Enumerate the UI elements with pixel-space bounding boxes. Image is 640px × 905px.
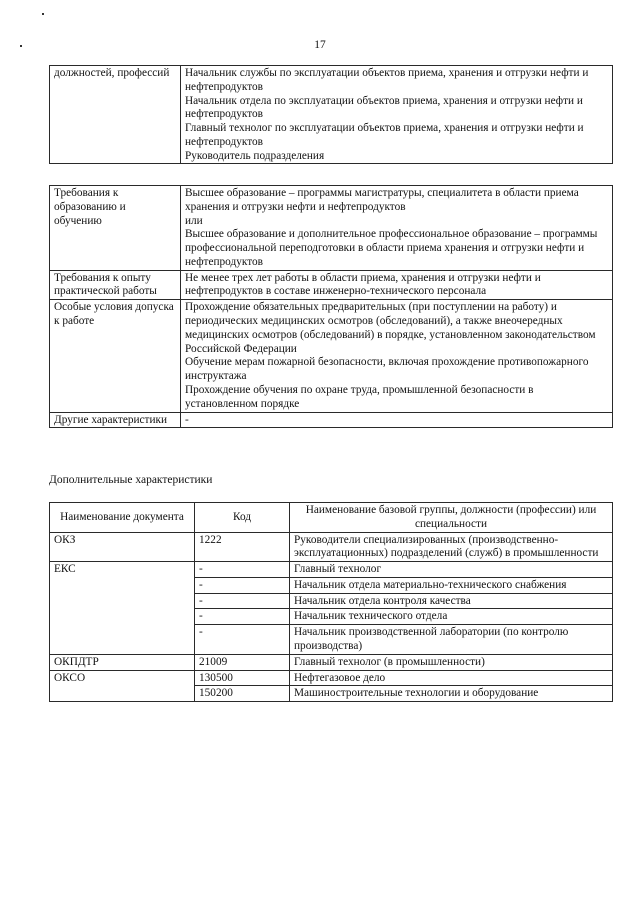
code-cell: - [195, 577, 290, 593]
row-content: - [181, 412, 613, 428]
additional-characteristics-table [49, 502, 613, 702]
column-header-code: Код [195, 503, 290, 533]
name-cell: Машиностроительные технологии и оборудование [290, 686, 613, 702]
code-cell: 130500 [195, 670, 290, 686]
table-row [50, 532, 613, 562]
section-title: Дополнительные характеристики [49, 474, 213, 486]
requirements-table [49, 185, 613, 428]
code-cell: - [195, 562, 290, 578]
row-label: Особые условия допуска к работе [50, 300, 181, 412]
name-cell: Нефтегазовое дело [290, 670, 613, 686]
name-cell: Главный технолог [290, 562, 613, 578]
table-header-row [50, 503, 613, 533]
row-label: должностей, профессий [50, 66, 181, 164]
list-item: Прохождение обязательных предварительных (при поступлении на работу) и периодических медицинских осмотров (обследований), а также внеочередных медицинских осмотров (обследований) в порядке, установленном законодательством Российской Федерации [185, 301, 596, 355]
table-row [50, 186, 613, 271]
row-label: Требования к опыту практической работы [50, 270, 181, 300]
table-row [50, 412, 613, 428]
table-row [50, 670, 613, 686]
code-cell: - [195, 625, 290, 655]
row-label: Требования к образованию и обучению [50, 186, 181, 271]
name-cell: Руководители специализированных (производственно-эксплуатационных) подразделений (служб) в промышленности [290, 532, 613, 562]
row-content [181, 66, 613, 164]
code-cell: 21009 [195, 654, 290, 670]
table-row [50, 654, 613, 670]
column-header-name: Наименование базовой группы, должности (профессии) или специальности [290, 503, 613, 533]
row-content [181, 186, 613, 271]
row-content [181, 300, 613, 412]
list-item: Высшее образование – программы магистратуры, специалитета в области приема хранения и отгрузки нефти и нефтепродуктов [185, 187, 579, 213]
list-item: Не менее трех лет работы в области приема, хранения и отгрузки нефти и нефтепродуктов в составе инженерно-технического персонала [185, 271, 541, 298]
positions-table [49, 65, 613, 164]
list-item: Главный технолог по эксплуатации объектов приема, хранения и отгрузки нефти и нефтепродуктов [185, 122, 584, 148]
list-item: или [185, 214, 203, 227]
scan-speck [42, 13, 44, 15]
page-number: 17 [314, 39, 326, 51]
doc-cell: ЕКС [50, 562, 195, 655]
doc-cell: ОКЗ [50, 532, 195, 562]
doc-cell: ОКПДТР [50, 654, 195, 670]
list-item: Прохождение обучения по охране труда, промышленной безопасности в установленном порядке [185, 383, 534, 410]
table-row [50, 300, 613, 412]
list-item: Обучение мерам пожарной безопасности, включая прохождение противопожарного инструктажа [185, 356, 589, 383]
name-cell: Начальник производственной лаборатории (по контролю производства) [290, 625, 613, 655]
name-cell: Начальник отдела материально-технического снабжения [290, 577, 613, 593]
list-item: Высшее образование и дополнительное профессиональное образование – программы профессиональной переподготовки в области приема хранения и отгрузки нефти и нефтепродуктов [185, 228, 598, 268]
row-content [181, 270, 613, 300]
name-cell: Главный технолог (в промышленности) [290, 654, 613, 670]
table-row [50, 66, 613, 164]
name-cell: Начальник отдела контроля качества [290, 593, 613, 609]
code-cell: 150200 [195, 686, 290, 702]
code-cell: - [195, 593, 290, 609]
name-cell: Начальник технического отдела [290, 609, 613, 625]
list-item: Начальник отдела по эксплуатации объектов приема, хранения и отгрузки нефти и нефтепродуктов [185, 94, 583, 121]
code-cell: 1222 [195, 532, 290, 562]
row-label: Другие характеристики [50, 412, 181, 428]
table-row [50, 270, 613, 300]
list-item: Руководитель подразделения [185, 149, 325, 162]
table-row [50, 562, 613, 578]
column-header-doc: Наименование документа [50, 503, 195, 533]
doc-cell: ОКСО [50, 670, 195, 702]
list-item: Начальник службы по эксплуатации объектов приема, хранения и отгрузки нефти и нефтепродуктов [185, 67, 589, 93]
code-cell: - [195, 609, 290, 625]
